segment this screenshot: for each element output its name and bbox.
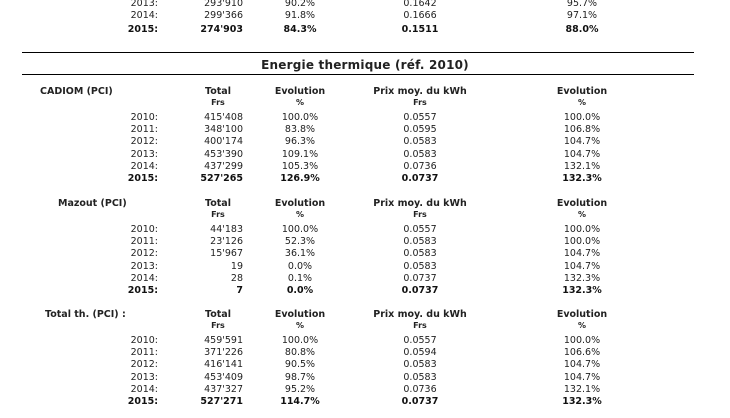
table-row <box>0 384 730 396</box>
evolution-cell: 126.9% <box>280 173 320 184</box>
evolution-price-cell: 132.1% <box>563 383 601 395</box>
section-title: Energie thermique (réf. 2010) <box>261 58 469 72</box>
total-cell: 453'409 <box>204 371 243 383</box>
total-cell: 293'910 <box>204 0 243 9</box>
price-cell: 0.0583 <box>403 248 437 260</box>
evolution-cell: 98.7% <box>284 371 316 383</box>
price-cell: 0.0737 <box>403 272 437 284</box>
evolution-price-cell: 104.7% <box>563 359 601 371</box>
table-row <box>0 273 730 285</box>
total-header <box>188 309 248 331</box>
year-cell: 2014: <box>130 10 158 21</box>
evolution-price-cell: 100.0% <box>563 224 601 235</box>
table-row <box>0 335 730 347</box>
total-header-label: Total <box>205 86 231 97</box>
total-cell: 453'390 <box>204 148 243 160</box>
evolution-price-cell: 104.7% <box>563 248 601 260</box>
evolution-cell: 109.1% <box>281 148 319 160</box>
total-cell: 44'183 <box>210 224 243 235</box>
total-cell: 348'100 <box>204 124 243 136</box>
total-cell: 527'265 <box>200 173 243 184</box>
table-row <box>0 149 730 161</box>
table-row <box>0 173 730 185</box>
evolution-price-cell: 132.3% <box>563 272 601 284</box>
evolution-cell: 100.0% <box>281 335 319 346</box>
year-cell: 2013: <box>130 260 158 272</box>
evolution-price-cell: 106.6% <box>563 347 601 359</box>
year-cell: 2013: <box>130 148 158 160</box>
total-cell: 274'903 <box>200 24 243 35</box>
evolution-cell: 96.3% <box>284 136 316 148</box>
year-cell: 2010: <box>130 335 158 346</box>
table-row <box>0 112 730 124</box>
evolution-header-label: Evolution <box>274 198 326 209</box>
evolution-price-cell: 132.3% <box>562 285 602 296</box>
evolution-cell: 90.2% <box>284 0 316 9</box>
price-cell: 0.1666 <box>403 10 437 21</box>
evolution-price-cell: 104.7% <box>563 260 601 272</box>
block-label: Mazout (PCI) <box>58 198 127 209</box>
price-cell: 0.0737 <box>401 396 439 407</box>
evolution-cell: 84.3% <box>283 24 317 35</box>
year-cell: 2011: <box>130 124 158 136</box>
evolution-cell: 100.0% <box>281 224 319 235</box>
total-cell: 371'226 <box>204 347 243 359</box>
total-header-unit: Frs <box>211 98 225 107</box>
evolution-price-header-label: Evolution <box>556 198 608 209</box>
total-cell: 527'271 <box>200 396 243 407</box>
table-row <box>0 24 730 36</box>
block-label: Total th. (PCI) : <box>45 309 126 320</box>
evolution-cell: 0.0% <box>286 285 314 296</box>
evolution-price-cell: 97.1% <box>566 10 598 21</box>
price-cell: 0.0557 <box>403 224 437 235</box>
price-cell: 0.0736 <box>403 383 437 395</box>
table-row <box>0 136 730 148</box>
table-row <box>0 161 730 173</box>
price-cell: 0.1642 <box>403 0 437 9</box>
year-cell: 2015: <box>127 285 158 296</box>
evolution-cell: 95.2% <box>284 383 316 395</box>
total-header-unit: Frs <box>211 321 225 330</box>
evolution-price-cell: 88.0% <box>565 24 599 35</box>
table-row <box>0 347 730 359</box>
table-header <box>0 198 730 220</box>
total-cell: 459'591 <box>204 335 243 346</box>
evolution-cell: 80.8% <box>284 347 316 359</box>
price-cell: 0.0557 <box>403 112 437 123</box>
evolution-header-unit: % <box>295 321 304 330</box>
year-cell: 2012: <box>130 359 158 371</box>
year-cell: 2014: <box>130 383 158 395</box>
total-cell: 299'366 <box>204 10 243 21</box>
total-cell: 19 <box>230 260 243 272</box>
evolution-header <box>270 309 330 331</box>
price-header <box>360 86 480 108</box>
total-cell: 437'327 <box>204 383 243 395</box>
year-cell: 2011: <box>130 236 158 248</box>
price-header-label: Prix moy. du kWh <box>373 198 467 209</box>
evolution-header <box>270 198 330 220</box>
table-row <box>0 236 730 248</box>
total-cell: 400'174 <box>204 136 243 148</box>
evolution-cell: 91.8% <box>284 10 316 21</box>
year-cell: 2012: <box>130 248 158 260</box>
price-cell: 0.0594 <box>403 347 437 359</box>
total-cell: 28 <box>230 272 243 284</box>
evolution-cell: 100.0% <box>281 112 319 123</box>
evolution-header-unit: % <box>295 210 304 219</box>
table-row <box>0 10 730 22</box>
evolution-price-cell: 104.7% <box>563 371 601 383</box>
table-row <box>0 396 730 408</box>
evolution-price-header-label: Evolution <box>556 86 608 97</box>
evolution-price-cell: 100.0% <box>563 112 601 123</box>
total-cell: 15'967 <box>210 248 243 260</box>
evolution-cell: 114.7% <box>280 396 320 407</box>
price-cell: 0.0595 <box>403 124 437 136</box>
evolution-header <box>270 86 330 108</box>
evolution-cell: 36.1% <box>284 248 316 260</box>
total-header-label: Total <box>205 309 231 320</box>
table-row <box>0 124 730 136</box>
divider-bottom <box>22 74 694 75</box>
total-header-unit: Frs <box>211 210 225 219</box>
table-header <box>0 86 730 108</box>
total-cell: 415'408 <box>204 112 243 123</box>
evolution-price-cell: 104.7% <box>563 148 601 160</box>
year-cell: 2013: <box>130 0 158 9</box>
evolution-cell: 90.5% <box>284 359 316 371</box>
year-cell: 2014: <box>130 272 158 284</box>
total-header <box>188 86 248 108</box>
price-header <box>360 309 480 331</box>
evolution-price-header-unit: % <box>577 321 586 330</box>
price-cell: 0.0583 <box>403 148 437 160</box>
evolution-cell: 52.3% <box>284 236 316 248</box>
price-cell: 0.0583 <box>403 371 437 383</box>
price-header-label: Prix moy. du kWh <box>373 309 467 320</box>
year-cell: 2015: <box>127 24 158 35</box>
evolution-price-header <box>540 309 624 331</box>
table-row <box>0 224 730 236</box>
price-cell: 0.0583 <box>403 359 437 371</box>
table-row <box>0 285 730 297</box>
year-cell: 2012: <box>130 136 158 148</box>
evolution-price-header <box>540 198 624 220</box>
price-cell: 0.0737 <box>401 285 439 296</box>
evolution-cell: 0.1% <box>287 272 313 284</box>
table-header <box>0 309 730 331</box>
evolution-price-cell: 132.3% <box>562 173 602 184</box>
table-row <box>0 372 730 384</box>
evolution-header-label: Evolution <box>274 309 326 320</box>
evolution-header-label: Evolution <box>274 86 326 97</box>
year-cell: 2014: <box>130 160 158 172</box>
price-cell: 0.0583 <box>403 260 437 272</box>
evolution-price-cell: 132.3% <box>562 396 602 407</box>
evolution-price-cell: 104.7% <box>563 136 601 148</box>
year-cell: 2010: <box>130 112 158 123</box>
evolution-price-header-unit: % <box>577 210 586 219</box>
year-cell: 2011: <box>130 347 158 359</box>
price-cell: 0.0583 <box>403 236 437 248</box>
total-cell: 7 <box>236 285 243 296</box>
evolution-price-header-unit: % <box>577 98 586 107</box>
total-cell: 23'126 <box>210 236 243 248</box>
price-cell: 0.0557 <box>403 335 437 346</box>
evolution-price-cell: 100.0% <box>563 335 601 346</box>
evolution-price-cell: 106.8% <box>563 124 601 136</box>
price-cell: 0.1511 <box>401 24 439 35</box>
block-label: CADIOM (PCI) <box>40 86 113 97</box>
table-row <box>0 261 730 273</box>
price-header-label: Prix moy. du kWh <box>373 86 467 97</box>
evolution-cell: 83.8% <box>284 124 316 136</box>
year-cell: 2015: <box>127 173 158 184</box>
table-row <box>0 0 730 10</box>
price-cell: 0.0737 <box>401 173 439 184</box>
table-row <box>0 248 730 260</box>
total-header <box>188 198 248 220</box>
evolution-price-cell: 95.7% <box>566 0 598 9</box>
evolution-price-cell: 100.0% <box>563 236 601 248</box>
year-cell: 2010: <box>130 224 158 235</box>
evolution-header-unit: % <box>295 98 304 107</box>
price-cell: 0.0583 <box>403 136 437 148</box>
total-cell: 437'299 <box>204 160 243 172</box>
table-row <box>0 359 730 371</box>
evolution-cell: 105.3% <box>281 160 319 172</box>
evolution-price-cell: 132.1% <box>563 160 601 172</box>
price-cell: 0.0736 <box>403 160 437 172</box>
price-header-unit: Frs <box>413 210 427 219</box>
divider-top <box>22 52 694 53</box>
evolution-cell: 0.0% <box>287 260 313 272</box>
total-cell: 416'141 <box>204 359 243 371</box>
evolution-price-header-label: Evolution <box>556 309 608 320</box>
year-cell: 2015: <box>127 396 158 407</box>
price-header-unit: Frs <box>413 321 427 330</box>
price-header-unit: Frs <box>413 98 427 107</box>
year-cell: 2013: <box>130 371 158 383</box>
evolution-price-header <box>540 86 624 108</box>
total-header-label: Total <box>205 198 231 209</box>
price-header <box>360 198 480 220</box>
